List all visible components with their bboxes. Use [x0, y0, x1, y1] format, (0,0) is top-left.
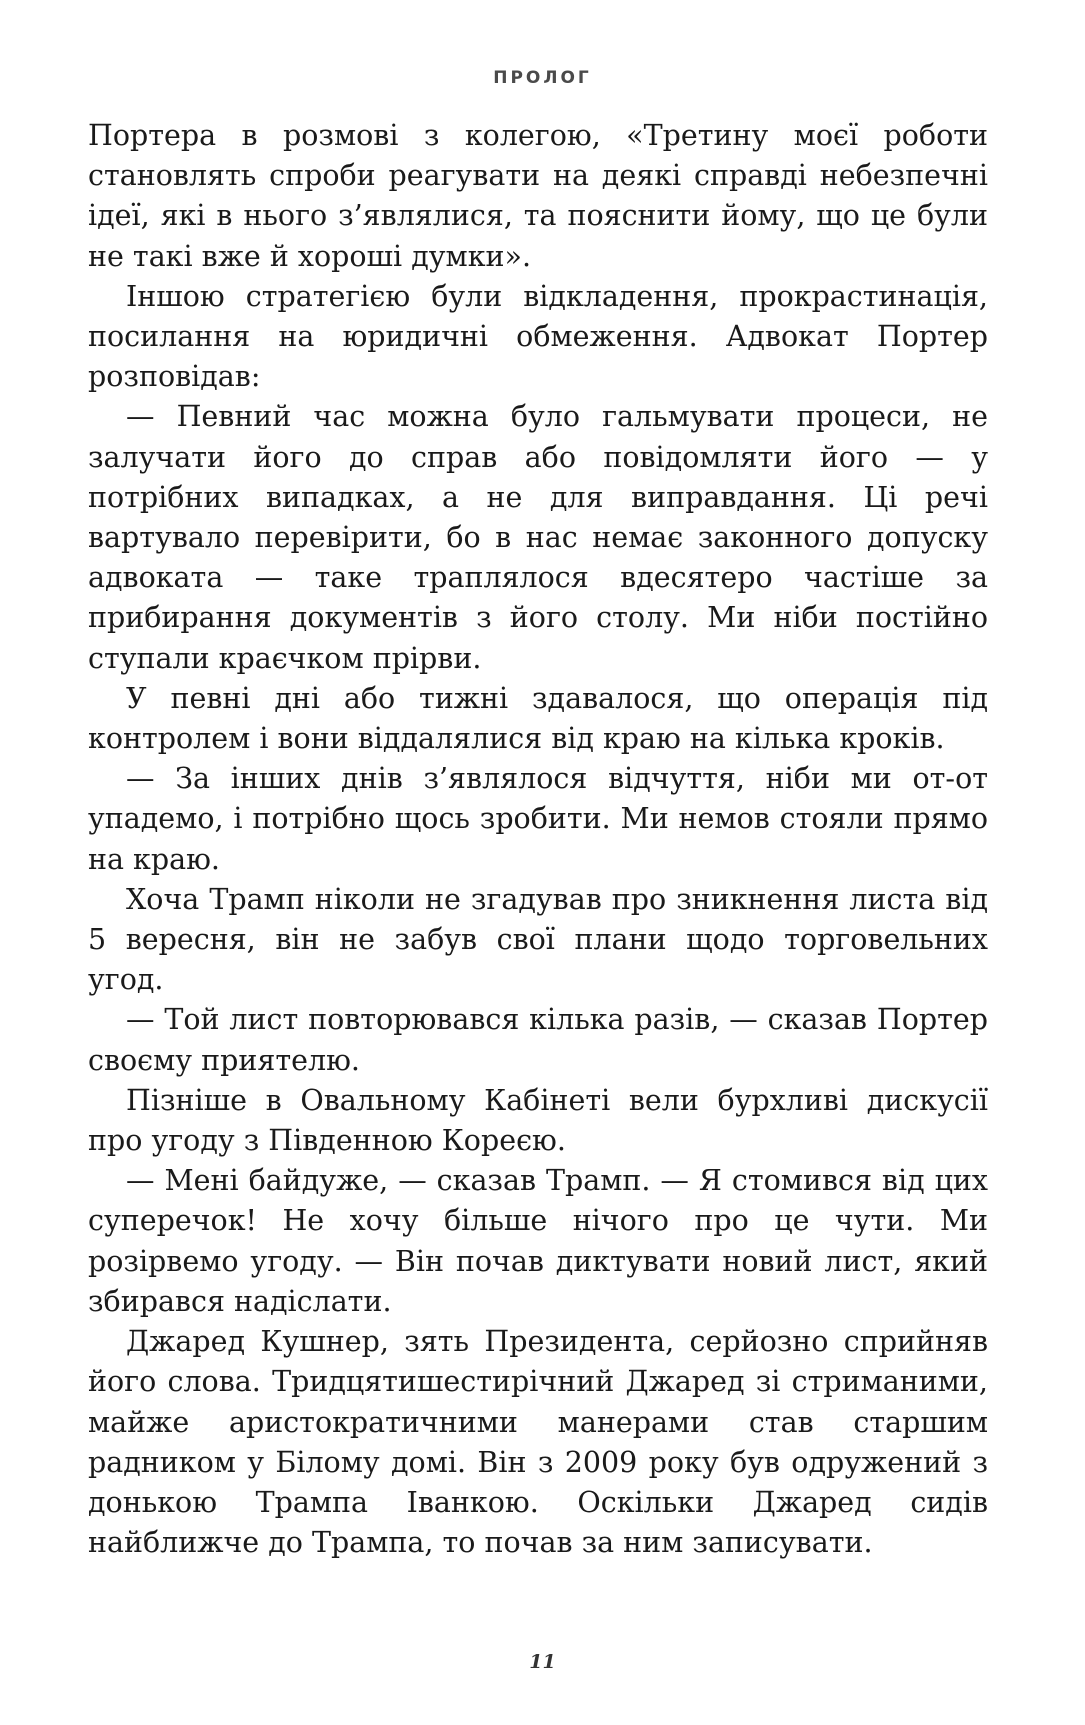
paragraph: Портера в розмові з колегою, «Третину моєї роботи становлять спроби реагувати на деякі справді небезпечні ідеї, які в нього з’являлися, та пояснити йому, що це були не такі вже й хороші думки». — [88, 119, 988, 273]
paragraph: — Той лист повторювався кілька разів, — сказав Портер своєму приятелю. — [88, 1003, 988, 1077]
paragraph: — За інших днів з’являлося відчуття, ніби ми от-от упадемо, і потрібно щось зробити. Ми немов стояли прямо на краю. — [88, 762, 988, 876]
body-text — [88, 116, 988, 1563]
page-number: 11 — [529, 1651, 556, 1673]
paragraph: Джаред Кушнер, зять Президента, серйозно сприйняв його слова. Тридцятишестирічний Джаред зі стриманими, майже аристократичними манерами став старшим радником у Білому домі. Він з 2009 року був одружений з донькою Трампа Іванкою. Оскільки Джаред сидів найближче до Трампа, то почав за ним записувати. — [88, 1325, 988, 1560]
running-header: ПРОЛОГ — [493, 68, 592, 88]
paragraph: Хоча Трамп ніколи не згадував про зникнення листа від 5 вересня, він не забув свої плани щодо торговельних угод. — [88, 882, 988, 997]
paragraph: У певні дні або тижні здавалося, що операція під контролем і вони віддалялися від краю на кілька кроків. — [88, 681, 988, 756]
paragraph: — Мені байдуже, — сказав Трамп. — Я стомився від цих суперечок! Не хочу більше нічого про це чути. Ми розірвемо угоду. — Він почав диктувати новий лист, який збирався надіслати. — [88, 1164, 988, 1318]
paragraph: Пізніше в Овальному Кабінеті вели бурхливі дискусії про угоду з Південною Кореєю. — [88, 1083, 988, 1158]
paragraph: — Певний час можна було гальмувати процеси, не залучати його до справ або повідомляти його — у потрібних випадках, а не для виправдання. Ці речі вартувало перевірити, бо в нас немає законного допуску адвоката — таке траплялося вдесятеро частіше за прибирання документів з його столу. Ми ніби постійно ступали краєчком прірви. — [88, 400, 988, 675]
paragraph: Іншою стратегією були відкладення, прокрастинація, посилання на юридичні обмеження. Адвокат Портер розповідав: — [88, 279, 988, 394]
